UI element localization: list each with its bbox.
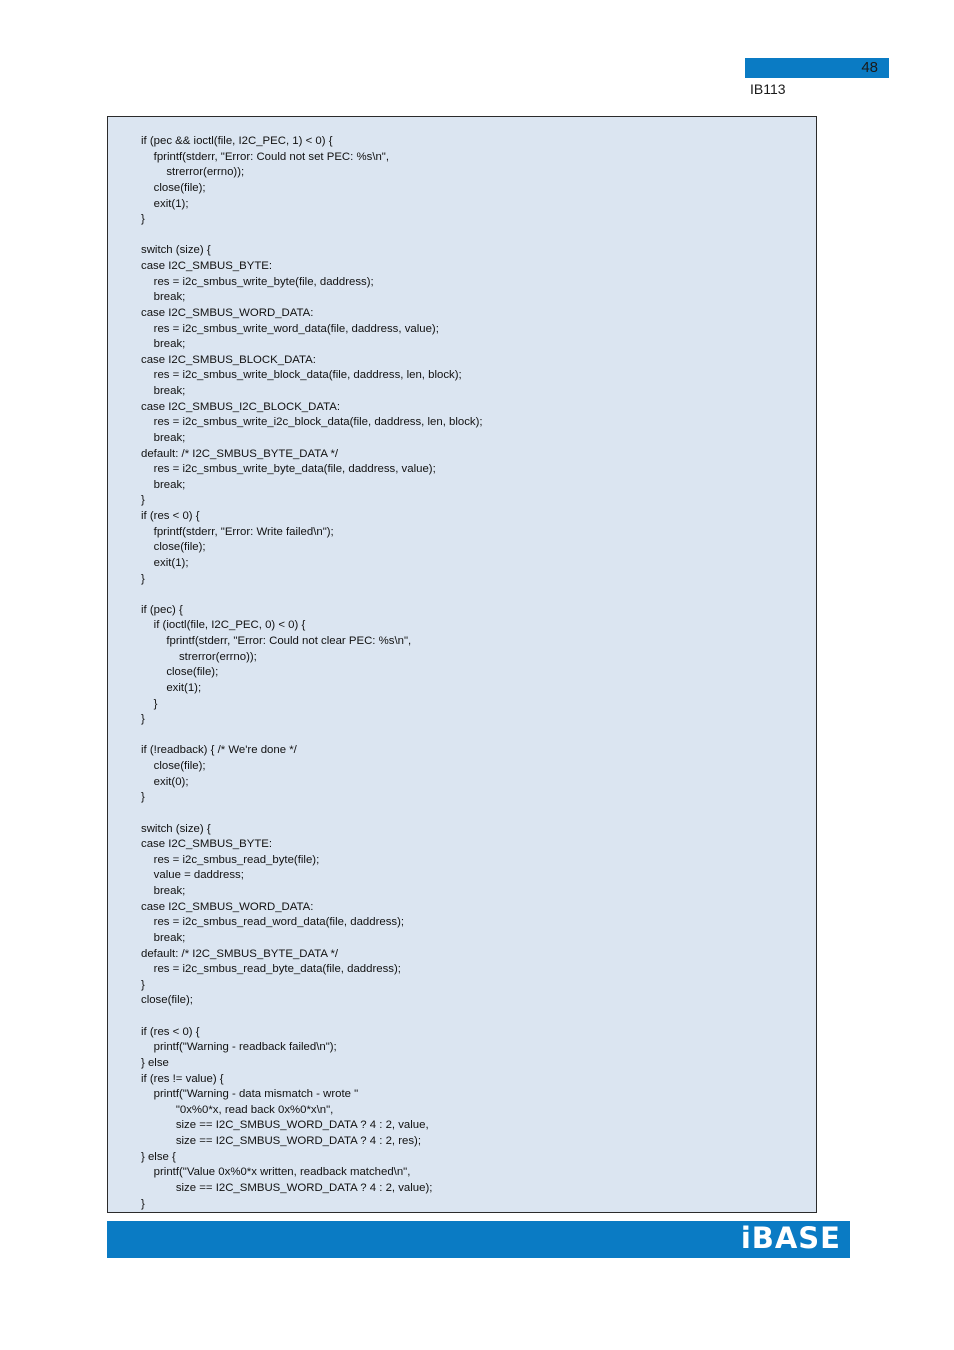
code-line: value = daddress; <box>141 869 244 882</box>
code-line: res = i2c_smbus_read_byte_data(file, daddress); <box>141 963 401 976</box>
code-line: fprintf(stderr, "Error: Could not set PEC: %s\n", <box>141 150 390 163</box>
code-line: } <box>141 713 145 726</box>
code-line: } <box>141 213 145 226</box>
code-line: close(file); <box>141 666 219 679</box>
code-line: break; <box>141 931 186 944</box>
code-line: size == I2C_SMBUS_WORD_DATA ? 4 : 2, value, <box>141 1119 429 1132</box>
code-line: switch (size) { <box>141 822 211 835</box>
page-number-bar <box>745 58 889 78</box>
code-line: res = i2c_smbus_write_i2c_block_data(file, daddress, len, block); <box>141 416 483 429</box>
code-line: break; <box>141 885 186 897</box>
code-line: break; <box>141 291 186 304</box>
code-line: } <box>141 572 145 585</box>
brand-logo: iBASE <box>740 1221 841 1255</box>
code-line <box>141 587 483 603</box>
code-line: close(file); <box>141 760 206 772</box>
page-number: 48 <box>861 59 878 76</box>
code-line: break; <box>141 338 186 351</box>
code-listing-box <box>107 116 817 1213</box>
code-line: fprintf(stderr, "Error: Could not clear PEC: %s\n", <box>141 635 412 647</box>
code-line: strerror(errno)); <box>141 166 245 179</box>
code-line: res = i2c_smbus_write_byte(file, daddress); <box>141 275 374 288</box>
code-line: fprintf(stderr, "Error: Write failed\n"); <box>141 525 334 538</box>
code-line: printf("Warning - readback failed\n"); <box>141 1041 337 1054</box>
code-line: size == I2C_SMBUS_WORD_DATA ? 4 : 2, res); <box>141 1135 422 1147</box>
code-line: } else { <box>141 1150 176 1163</box>
code-line: strerror(errno)); <box>141 650 257 663</box>
code-line: close(file); <box>141 541 206 554</box>
code-line: if (res < 0) { <box>141 510 200 522</box>
code-line: } <box>141 1197 145 1210</box>
code-line: exit(1); <box>141 197 189 210</box>
code-line: exit(0); <box>141 775 189 788</box>
code-line: switch (size) { <box>141 244 211 257</box>
code-line: case I2C_SMBUS_BYTE: <box>141 260 273 272</box>
footer-bar <box>107 1221 850 1258</box>
code-line: } else <box>141 1056 169 1069</box>
code-line: default: /* I2C_SMBUS_BYTE_DATA */ <box>141 447 339 460</box>
code-line: res = i2c_smbus_read_byte(file); <box>141 853 320 866</box>
code-line: res = i2c_smbus_write_byte_data(file, daddress, value); <box>141 463 436 476</box>
code-line <box>141 228 483 244</box>
code-line: if (res != value) { <box>141 1072 224 1085</box>
code-line: exit(1); <box>141 556 189 569</box>
code-line: if (res < 0) { <box>141 1025 200 1038</box>
code-line: break; <box>141 385 186 397</box>
code-line: case I2C_SMBUS_BLOCK_DATA: <box>141 353 316 366</box>
code-line: default: /* I2C_SMBUS_BYTE_DATA */ <box>141 947 339 960</box>
code-line <box>141 1009 483 1025</box>
code-line: if (ioctl(file, I2C_PEC, 0) < 0) { <box>141 619 306 632</box>
code-line <box>141 806 483 822</box>
code-line: } <box>141 697 158 710</box>
code-line: if (pec) { <box>141 603 183 616</box>
code-line: case I2C_SMBUS_WORD_DATA: <box>141 306 314 319</box>
code-line: case I2C_SMBUS_WORD_DATA: <box>141 900 314 913</box>
code-line: } <box>141 494 145 507</box>
code-line: res = i2c_smbus_write_block_data(file, daddress, len, block); <box>141 369 462 382</box>
code-line: res = i2c_smbus_read_word_data(file, daddress); <box>141 916 405 929</box>
code-line: if (pec && ioctl(file, I2C_PEC, 1) < 0) { <box>141 135 333 147</box>
code-lines <box>141 134 483 1212</box>
code-line: printf("Warning - data mismatch - wrote " <box>141 1088 359 1101</box>
code-line: case I2C_SMBUS_BYTE: <box>141 838 273 851</box>
code-line: if (!readback) { /* We're done */ <box>141 744 297 757</box>
code-line: } <box>141 978 145 991</box>
code-line <box>141 728 483 744</box>
code-line: exit(1); <box>141 681 202 694</box>
code-line: "0x%0*x, read back 0x%0*x\n", <box>141 1103 334 1116</box>
model-label: IB113 <box>750 81 786 97</box>
code-line: size == I2C_SMBUS_WORD_DATA ? 4 : 2, value); <box>141 1181 433 1194</box>
code-line: case I2C_SMBUS_I2C_BLOCK_DATA: <box>141 400 340 413</box>
code-line: break; <box>141 478 186 491</box>
code-line: res = i2c_smbus_write_word_data(file, daddress, value); <box>141 322 439 335</box>
code-line: } <box>141 791 145 804</box>
code-line: printf("Value 0x%0*x written, readback matched\n", <box>141 1166 411 1179</box>
code-line: close(file); <box>141 181 206 194</box>
code-line: close(file); <box>141 994 193 1007</box>
code-line: break; <box>141 431 186 444</box>
